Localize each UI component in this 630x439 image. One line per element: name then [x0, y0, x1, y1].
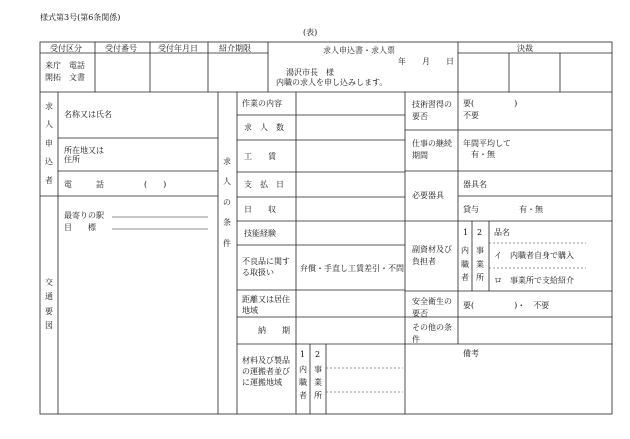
- application-title: 求人申込書・求人票: [323, 46, 395, 55]
- safety-value: 要( )・ 不要: [463, 301, 550, 310]
- distance-label: 距離又は居住地域: [242, 295, 290, 315]
- continuity-options: 有・無: [471, 150, 495, 159]
- training-noneed: 不要: [463, 111, 479, 120]
- receipt-class-header: 受付区分: [50, 44, 82, 53]
- traffic-side-label: 交通要図: [45, 278, 53, 331]
- address-label: 所在地又は住所: [64, 146, 104, 165]
- defect-label: 不良品に関する取扱い: [242, 257, 290, 277]
- loan-options: 有・無: [519, 205, 543, 214]
- material-home-worker: 内職者: [461, 246, 469, 283]
- loan-label: 貸与: [463, 205, 479, 214]
- job-content-label: 作業の内容: [242, 99, 282, 108]
- transport-label: 材料及び製品の運搬者並びに運搬地域: [242, 356, 290, 387]
- approval-header: 決裁: [517, 44, 533, 53]
- landmark-label: 目 標: [64, 223, 96, 232]
- wage-label: 工 賃: [244, 152, 276, 161]
- equipment-name: 器具名: [463, 180, 487, 189]
- training-label-1: [412, 99, 456, 123]
- receipt-number-header: 受付番号: [105, 44, 137, 53]
- safety-label: 安全衛生の要否: [412, 297, 452, 318]
- continuity-value: 年間平均して: [463, 139, 511, 148]
- payday-label: 支 払 日: [244, 180, 284, 189]
- continuity-label: 仕事の継続期間: [412, 139, 452, 160]
- applicant-side-label: 求人申込者: [45, 102, 53, 185]
- equipment-label: 必要器具: [412, 191, 444, 200]
- transport-business: 事業所: [314, 365, 322, 400]
- skill-experience-label: 技能経験: [244, 229, 276, 238]
- material-label: 副資材及び負担者: [412, 245, 452, 266]
- transport-option-2: 2: [315, 350, 321, 359]
- receipt-date-header: 受付年月日: [158, 44, 198, 53]
- delivery-label: 納 期: [258, 326, 290, 335]
- phone-parens: ( ): [144, 180, 167, 189]
- training-need: 要( ): [463, 99, 518, 108]
- material-option-ro: ロ 事業所で支給紹介: [494, 276, 574, 285]
- other-conditions-label: その他の条件: [412, 323, 452, 344]
- visit-types-2: 開拓 文書: [45, 73, 85, 82]
- front-side-label: (表): [303, 28, 318, 37]
- collection-day-label: 日 収: [244, 205, 276, 214]
- addressee: 湯沢市長 様: [286, 68, 334, 77]
- form-number: 様式第3号(第6条関係): [40, 13, 121, 22]
- station-label: 最寄りの駅: [64, 211, 104, 220]
- conditions-side-label: 求人の条件: [223, 157, 231, 248]
- headcount-label: 求 人 数: [244, 123, 284, 132]
- visit-types: 来庁 電話: [45, 61, 85, 70]
- remarks-label: 備考: [463, 349, 479, 358]
- transport-option-1: 1: [300, 350, 306, 359]
- phone-label: 電 話: [64, 180, 104, 189]
- request-line: 内職の求人を申し込みします。: [276, 78, 388, 87]
- training-label: 技術習得の要否: [412, 100, 452, 121]
- material-option-2: 2: [477, 228, 483, 237]
- material-business: 事業所: [476, 246, 484, 283]
- date-line: 年 月 日: [398, 57, 454, 66]
- transport-home-worker: 内職者: [299, 365, 307, 400]
- referral-period-header: 紹介期限: [219, 44, 251, 53]
- defect-value: 弁償・手直し工賃差引・不問: [300, 264, 404, 273]
- material-option-1: 1: [463, 228, 469, 237]
- item-name-label: 品名: [494, 228, 510, 237]
- material-option-i: イ 内職者自身で購入: [494, 251, 574, 260]
- name-label: 名称又は氏名: [64, 110, 112, 119]
